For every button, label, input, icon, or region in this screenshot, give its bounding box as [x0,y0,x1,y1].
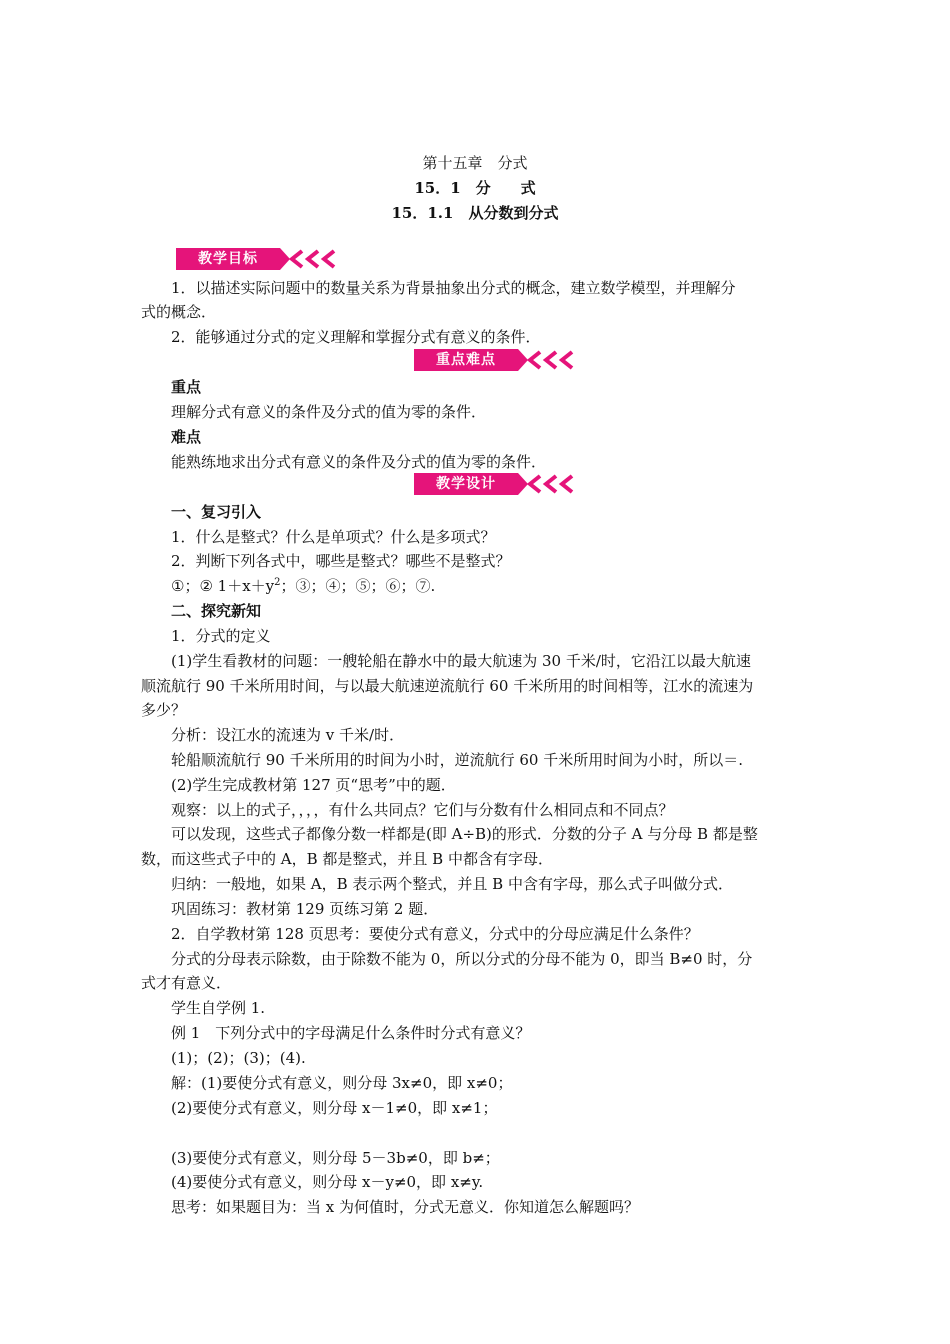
review-items-a: ①；② 1＋x＋y [171,577,275,595]
think-question: 思考：如果题目为：当 x 为何值时，分式无意义．你知道怎么解题吗？ [171,1198,639,1216]
definition-heading: 1．分式的定义 [171,627,271,645]
difficult-label: 难点 [171,428,202,446]
important-text: 理解分式有意义的条件及分式的值为零的条件． [171,403,487,421]
section-explore: 二、探究新知 [171,602,262,620]
example-1: 例 1 下列分式中的字母满足什么条件时分式有意义？ [171,1024,531,1042]
review-items [171,576,435,596]
practice: 巩固练习：教材第 129 页练习第 2 题． [171,900,439,918]
review-question-1: 1．什么是整式？什么是单项式？什么是多项式？ [171,528,496,546]
banner-teaching-design [414,473,584,495]
banner-teaching-goals [176,248,346,270]
review-items-exponent: 2 [274,577,281,588]
finding-line-b: 数，而这些式子中的 A，B 都是整式，并且 B 中都含有字母． [141,850,553,868]
problem-line-b: 顺流航行 90 千米所用时间，与以最大航速逆流航行 60 千米所用的时间相等，江水的流速为 [141,677,754,695]
finding-line-a: 可以发现，这些式子都像分数一样都是(即 A÷B)的形式．分数的分子 A 与分母 B 都是整 [171,825,758,843]
chevrons-icon [526,349,582,371]
section-review: 一、复习引入 [171,503,262,521]
review-items-b: ；③；④；⑤；⑥；⑦. [280,577,436,595]
solution-2: (2)要使分式有意义，则分母 x－1≠0，即 x≠1； [171,1099,498,1117]
solution-3: (3)要使分式有意义，则分母 5－3b≠0，即 b≠； [171,1149,500,1167]
section-title: 15．1 分 式 [414,179,536,197]
goal-2: 2．能够通过分式的定义理解和掌握分式有意义的条件． [171,328,541,346]
denominator-line-b: 式才有意义． [141,974,232,992]
example-1-items: (1)；(2)；(3)；(4). [171,1049,306,1067]
banner-label: 重点难点 [414,349,518,371]
chevrons-icon [288,248,344,270]
analysis: 分析：设江水的流速为 v 千米/时． [171,726,405,744]
chevrons-icon [526,473,582,495]
chapter-title: 第十五章 分式 [422,154,528,172]
goal-1-line-b: 式的概念． [141,303,217,321]
subsection-title: 15．1.1 从分数到分式 [391,204,559,222]
observation: 观察：以上的式子，，，，有什么共同点？它们与分数有什么相同点和不同点？ [171,801,674,819]
important-label: 重点 [171,378,202,396]
banner-label: 教学设计 [414,473,518,495]
self-study: 2．自学教材第 128 页思考：要使分式有意义，分式中的分母应满足什么条件？ [171,925,699,943]
difficult-text: 能熟练地求出分式有意义的条件及分式的值为零的条件． [171,453,547,471]
study-example: 学生自学例 1. [171,999,266,1017]
solution-1: 解：(1)要使分式有意义，则分母 3x≠0，即 x≠0； [171,1074,513,1092]
think-task: (2)学生完成教材第 127 页“思考”中的题． [171,776,456,794]
induction: 归纳：一般地，如果 A，B 表示两个整式，并且 B 中含有字母，那么式子叫做分式． [171,875,733,893]
banner-key-points [414,349,584,371]
problem-line-c: 多少？ [141,701,187,719]
ship-equation: 轮船顺流航行 90 千米所用的时间为小时，逆流航行 60 千米所用时间为小时，所以＝. [171,751,744,769]
goal-1-line-a: 1．以描述实际问题中的数量关系为背景抽象出分式的概念，建立数学模型，并理解分 [171,279,736,297]
denominator-line-a: 分式的分母表示除数，由于除数不能为 0，所以分式的分母不能为 0，即当 B≠0 时，分 [171,950,753,968]
review-question-2: 2．判断下列各式中，哪些是整式？哪些不是整式？ [171,552,511,570]
problem-line-a: (1)学生看教材的问题：一艘轮船在静水中的最大航速为 30 千米/时，它沿江以最大航速 [171,652,751,670]
banner-label: 教学目标 [176,248,280,270]
solution-4: (4)要使分式有意义，则分母 x－y≠0，即 x≠y. [171,1173,484,1191]
